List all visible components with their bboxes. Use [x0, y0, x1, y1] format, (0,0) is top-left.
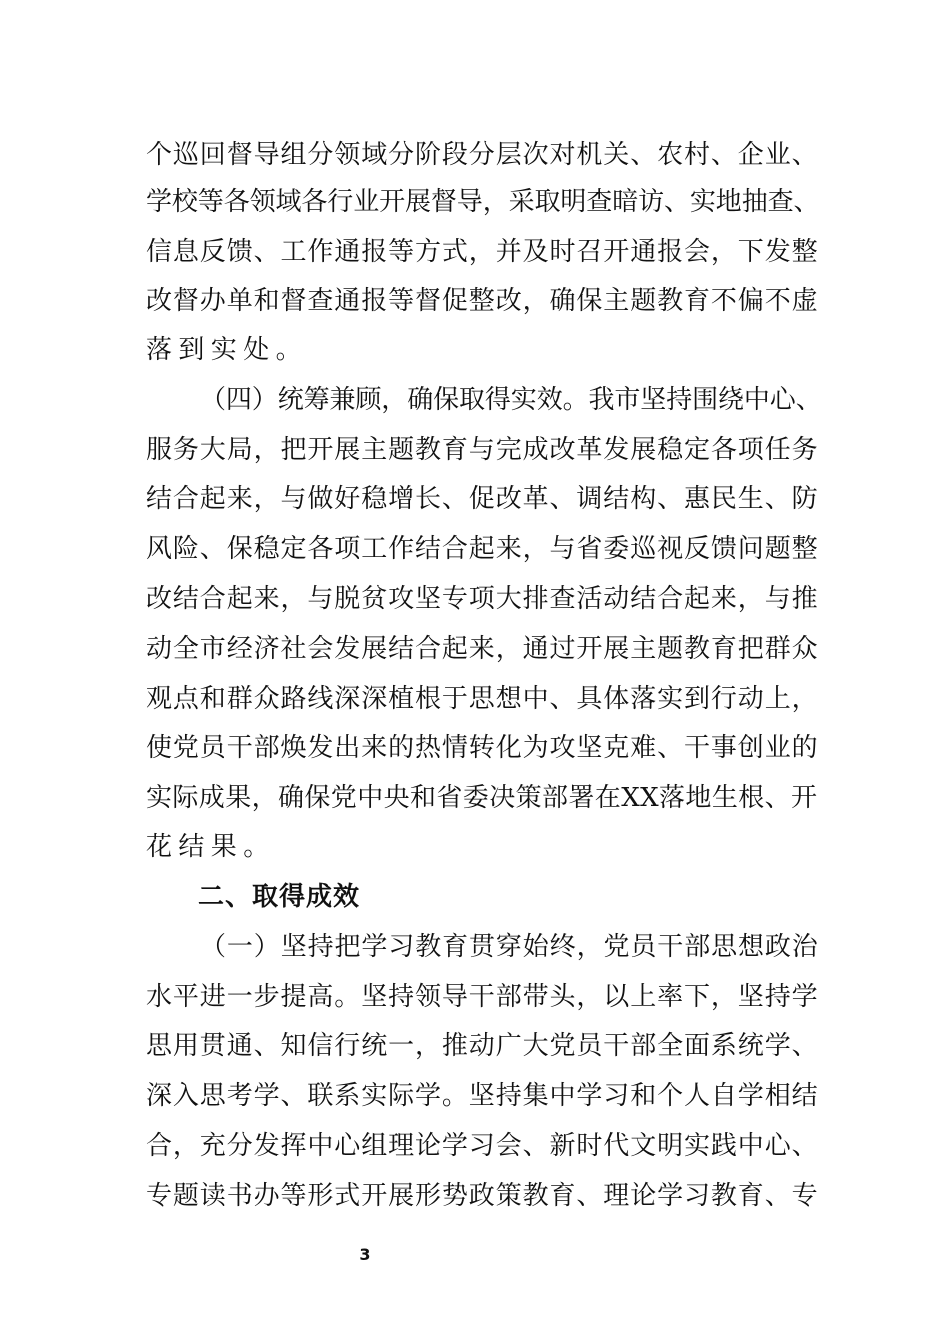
paragraph-line: 落到实处。 — [146, 335, 309, 365]
paragraph-line: 花结果。 — [146, 832, 276, 862]
paragraph-line: （四）统筹兼顾，确保取得实效。我市坚持围绕中心、 — [200, 385, 822, 415]
paragraph-line: 学校等各领域各行业开展督导，采取明查暗访、实地抽查、 — [146, 187, 820, 217]
paragraph-line: 动全市经济社会发展结合起来，通过开展主题教育把群众 — [146, 634, 819, 664]
paragraph-line: 风险、保稳定各项工作结合起来，与省委巡视反馈问题整 — [146, 534, 819, 564]
paragraph-line: 信息反馈、工作通报等方式，并及时召开通报会，下发整 — [146, 237, 819, 267]
paragraph-line: 观点和群众路线深深植根于思想中、具体落实到行动上， — [146, 684, 819, 714]
paragraph-line: 思用贯通、知信行统一，推动广大党员干部全面系统学、 — [146, 1031, 819, 1061]
paragraph-line: 改结合起来，与脱贫攻坚专项大排查活动结合起来，与推 — [146, 584, 819, 614]
paragraph-line: 改督办单和督查通报等督促整改，确保主题教育不偏不虚 — [146, 286, 819, 316]
paragraph-line: 水平进一步提高。坚持领导干部带头，以上率下，坚持学 — [146, 982, 819, 1012]
paragraph-line: 专题读书办等形式开展形势政策教育、理论学习教育、专 — [146, 1181, 819, 1211]
paragraph-line: （一）坚持把学习教育贯穿始终，党员干部思想政治 — [200, 932, 819, 962]
page-number: 3 — [359, 1245, 371, 1264]
paragraph-line: 深入思考学、联系实际学。坚持集中学习和个人自学相结 — [146, 1081, 819, 1111]
paragraph-line: 合，充分发挥中心组理论学习会、新时代文明实践中心、 — [146, 1131, 819, 1161]
paragraph-line: 服务大局，把开展主题教育与完成改革发展稳定各项任务 — [146, 435, 819, 465]
paragraph-line: 结合起来，与做好稳增长、促改革、调结构、惠民生、防 — [146, 484, 819, 514]
section-heading: 二、取得成效 — [198, 882, 361, 912]
paragraph-line: 个巡回督导组分领域分阶段分层次对机关、农村、企业、 — [146, 140, 819, 170]
paragraph-line: 使党员干部焕发出来的热情转化为攻坚克难、干事创业的 — [146, 733, 819, 763]
paragraph-line: 实际成果，确保党中央和省委决策部署在XX落地生根、开 — [146, 783, 818, 813]
